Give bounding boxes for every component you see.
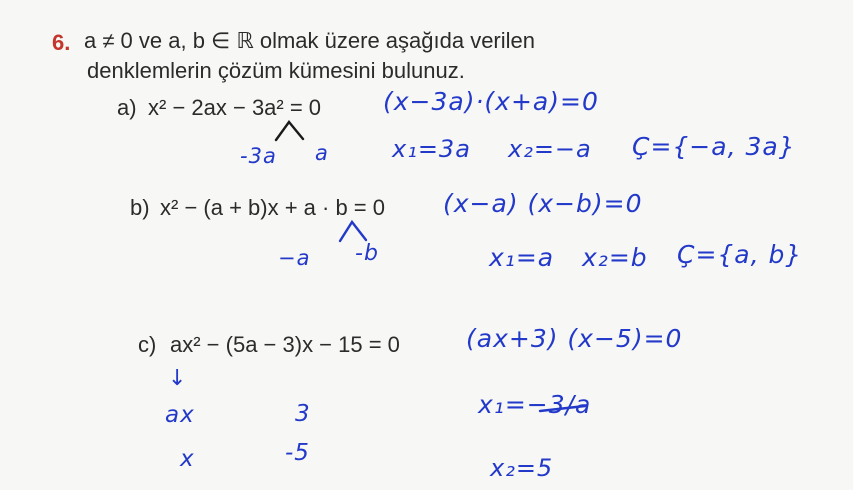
- part-c-arrow: ↓: [168, 366, 188, 391]
- question-number: 6.: [52, 30, 71, 55]
- part-c-label: c): [138, 332, 157, 357]
- part-c-factored: (ax+3) (x−5)=0: [466, 324, 683, 353]
- part-b-equation: x² − (a + b)x + a · b = 0: [160, 195, 385, 220]
- part-a-equation: x² − 2ax − 3a² = 0: [148, 95, 322, 120]
- part-a-solution-set: Ç={−a, 3a}: [632, 132, 796, 161]
- part-a-split-right: a: [315, 141, 329, 165]
- part-b-split-right: -b: [355, 241, 379, 266]
- part-b-solution-set: Ç={a, b}: [677, 240, 803, 269]
- part-a-root2: x₂=−a: [508, 135, 592, 163]
- part-c-row1-left: ax: [165, 402, 195, 428]
- question-text-line1: a ≠ 0 ve a, b ∈ ℝ olmak üzere aşağıda verilen: [84, 28, 535, 53]
- part-c-root2: x₂=5: [490, 454, 554, 482]
- part-c-root1-fraction-bar: [540, 406, 585, 411]
- part-b-split-caret: [340, 222, 366, 241]
- part-c-equation: ax² − (5a − 3)x − 15 = 0: [170, 332, 400, 357]
- part-b-split-left: −a: [278, 246, 311, 270]
- part-b-root1: x₁=a: [489, 243, 555, 272]
- part-c-root1: x₁=−3/a: [478, 390, 592, 419]
- part-c-row2-right: -5: [285, 440, 310, 466]
- part-a-label: a): [117, 95, 137, 120]
- part-a-factored: (x−3a)·(x+a)=0: [383, 87, 599, 116]
- part-b-factored: (x−a) (x−b)=0: [443, 189, 643, 218]
- part-a-split-caret: [276, 122, 303, 140]
- part-c-row2-left: x: [180, 446, 195, 472]
- part-b-label: b): [130, 195, 150, 220]
- part-b-root2: x₂=b: [582, 243, 648, 272]
- part-a-root1: x₁=3a: [392, 135, 471, 163]
- part-c-row1-right: 3: [295, 401, 311, 427]
- part-a-split-left: -3a: [240, 144, 277, 168]
- question-text-line2: denklemlerin çözüm kümesini bulunuz.: [87, 58, 465, 83]
